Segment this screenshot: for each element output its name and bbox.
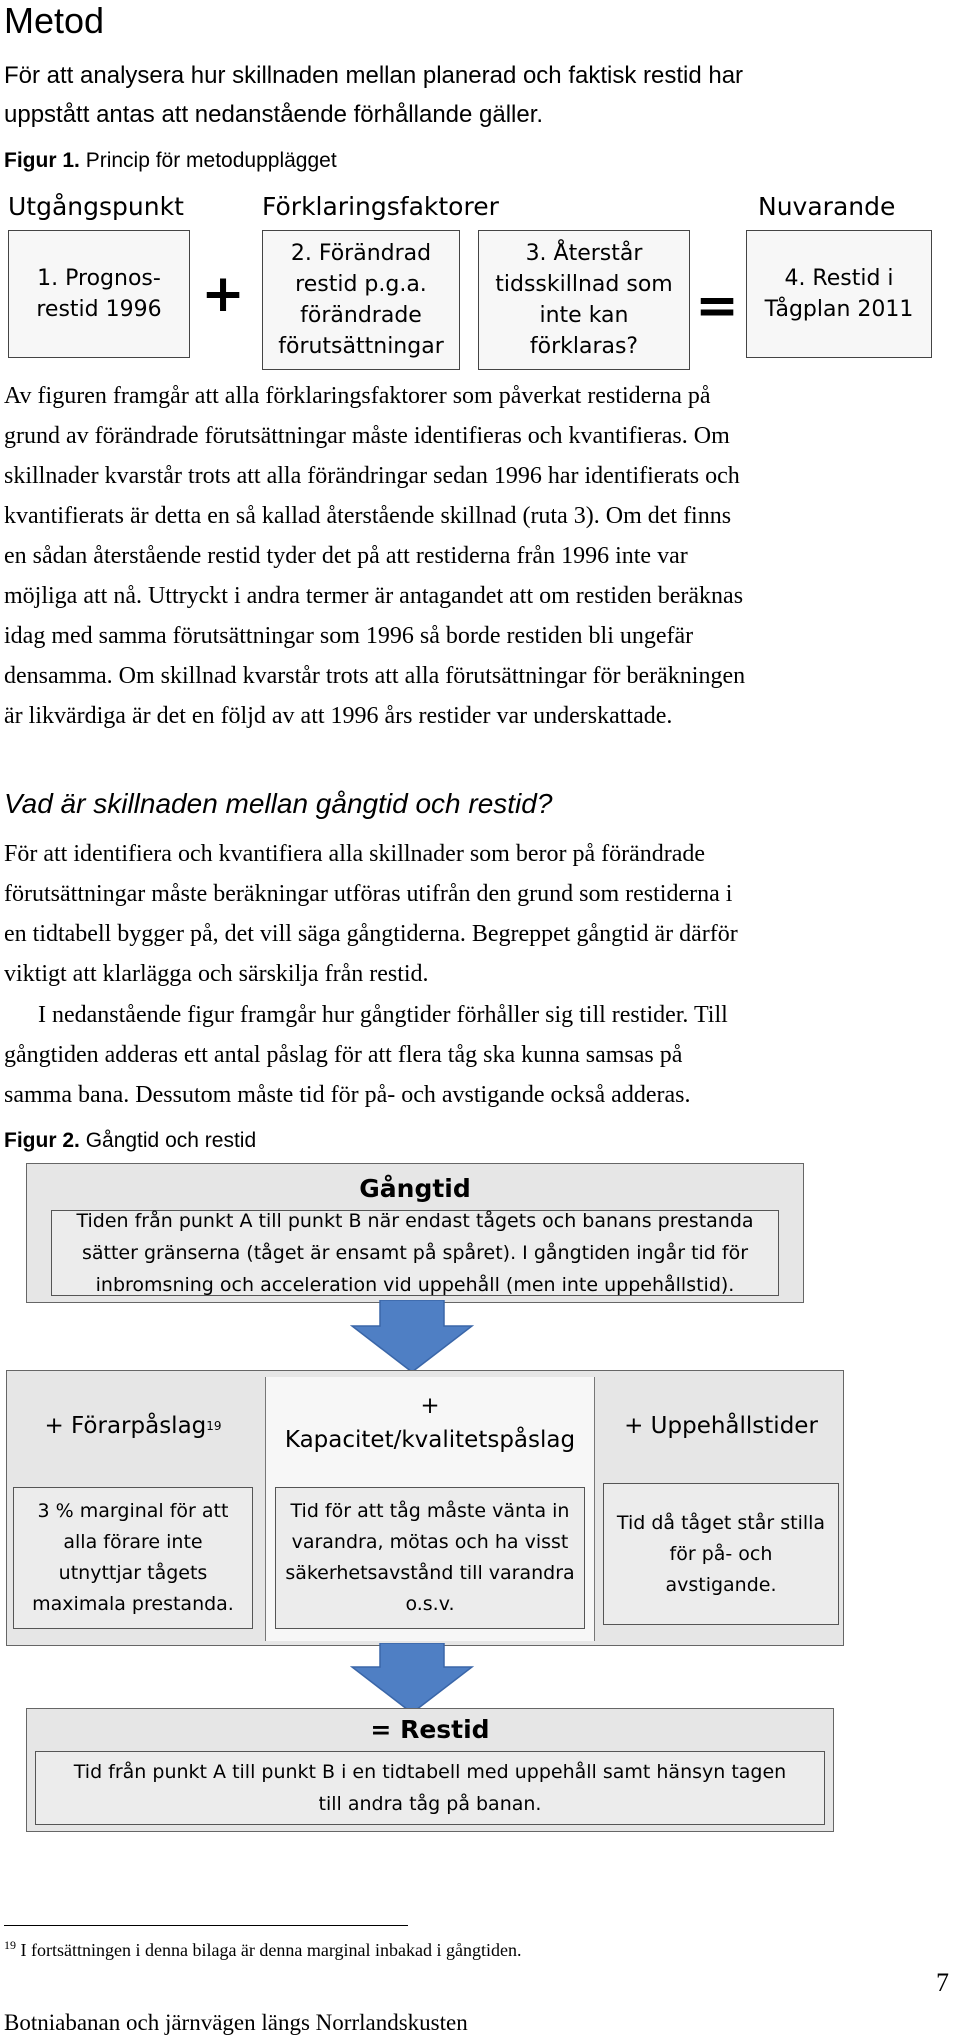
plus-operator: + [201,264,245,324]
figure1-box-remaining: 3. Återstår tidsskillnad som inte kan förklaras? [478,230,690,370]
surcharges-panel [6,1370,844,1646]
text-line: viktigt att klarlägga och särskilja från restid. [4,961,429,987]
equals-operator: = [695,276,739,336]
body-paragraph-2 [4,376,745,736]
text-line: gångtiden adderas ett antal påslag för att flera tåg ska kunna samsas på [4,1042,683,1068]
text-line: möjliga att nå. Uttryckt i andra termer är antagandet att om restiden beräknas [4,583,744,609]
text-line: o.s.v. [405,1593,455,1615]
text-line: sätter gränserna (tåget är ensamt på spåret). I gångtiden ingår tid för [81,1242,749,1264]
footnote [4,1938,522,1961]
body-paragraph-3 [4,834,738,994]
driver-surcharge-description [13,1487,253,1629]
figure1-label: Figur 1. [4,149,80,172]
text-line: till andra tåg på banan. [318,1793,542,1815]
text-line: Tid då tåget står stilla [616,1511,826,1534]
body-paragraph-4 [4,995,728,1115]
figure1-caption-text: Princip för metodupplägget [85,149,337,172]
text-line: en tidtabell bygger på, det vill säga gångtiderna. Begreppet gångtid är därför [4,921,738,947]
figure1-box-current: 4. Restid i Tågplan 2011 [746,230,932,358]
figure2-caption [4,1129,256,1153]
capacity-surcharge-description [275,1487,585,1629]
text-line: utnyttjar tågets [58,1562,208,1584]
intro-paragraph [4,56,743,134]
page-footer: Botniabanan och järnvägen längs Norrlandskusten [4,2010,468,2035]
text-line: densamma. Om skillnad kvarstår trots att alla förutsättningar för beräkningen [4,663,746,689]
arrow-shape [352,1300,472,1372]
footnote-number: 19 [4,1938,16,1952]
figure1-header-factors: Förklaringsfaktorer [262,192,499,221]
text-line: inbromsning och acceleration vid uppehåll (men inte uppehållstid). [95,1274,735,1296]
figure1-caption [4,149,337,173]
text-line: förutsättningar måste beräkningar utföras utifrån den grund som restiderna i [4,881,733,907]
text-line: I nedanstående figur framgår hur gångtider förhåller sig till restider. Till [38,1002,728,1028]
dwell-time-title: + Uppehållstider [624,1413,818,1439]
text-line: samma bana. Dessutom måste tid för på- och avstigande också adderas. [4,1082,691,1108]
text-line: För att analysera hur skillnaden mellan planerad och faktisk restid har [4,62,744,89]
figure1-box-forecast: 1. Prognos- restid 1996 [8,230,190,358]
footnote-text: I fortsättningen i denna bilaga är denna marginal inbakad i gångtiden. [20,1940,522,1960]
footnote-ref: 19 [206,1419,222,1433]
text-line: säkerhetsavstånd till varandra [285,1562,575,1584]
text-line: grund av förändrade förutsättningar måste identifieras och kvantifieras. Om [4,423,730,449]
restid-title: = Restid [370,1715,490,1744]
restid-panel [26,1708,834,1832]
capacity-surcharge-label: Kapacitet/kvalitetspåslag [284,1427,576,1453]
text-line: uppstått antas att nedanstående förhållande gäller. [4,101,544,128]
text-line: För att identifiera och kvantifiera alla skillnader som beror på förändrade [4,841,706,867]
down-arrow-icon [350,1643,474,1715]
text-line: Tid för att tåg måste vänta in [290,1500,570,1522]
driver-surcharge-label: + Förarpåslag [44,1413,207,1439]
restid-description [35,1751,825,1825]
dwell-time-description [603,1483,839,1625]
figure2-label: Figur 2. [4,1129,80,1152]
text-line: för på- och [669,1542,773,1565]
text-line: 3 % marginal för att [37,1500,229,1522]
capacity-surcharge-title [265,1381,595,1465]
plus-sign: + [420,1393,440,1419]
gangtid-description [51,1210,779,1296]
text-line: är likvärdiga är det en följd av att 1996 års restider var underskattade. [4,703,673,729]
text-line: Av figuren framgår att alla förklaringsfaktorer som påverkat restiderna på [4,383,711,409]
text-line: idag med samma förutsättningar som 1996 så borde restiden bli ungefär [4,623,694,649]
footnote-separator [4,1925,408,1926]
figure1-box-changed: 2. Förändrad restid p.g.a. förändrade förutsättningar [262,230,460,370]
text-line: skillnader kvarstår trots att alla förändringar sedan 1996 har identifierats och [4,463,740,489]
text-line: kvantifierats är detta en så kallad återstående skillnad (ruta 3). Om det finns [4,503,732,529]
text-line: varandra, mötas och ha visst [291,1531,569,1553]
gangtid-title: Gångtid [359,1174,471,1203]
arrow-shape [352,1643,472,1713]
text-line: alla förare inte [63,1531,203,1553]
figure2-caption-text: Gångtid och restid [85,1129,257,1152]
text-line: Tiden från punkt A till punkt B när endast tågets och banans prestanda [76,1210,754,1232]
page-number: 7 [936,1968,949,1997]
down-arrow-icon [350,1300,474,1374]
figure1-header-start: Utgångspunkt [8,192,184,221]
page-heading: Metod [4,0,105,41]
driver-surcharge-title [13,1391,253,1461]
figure1-header-current: Nuvarande [758,192,896,221]
text-line: avstigande. [665,1573,777,1596]
subheading: Vad är skillnaden mellan gångtid och restid? [4,788,553,819]
text-line: maximala prestanda. [32,1593,234,1615]
gangtid-panel [26,1163,804,1303]
text-line: Tid från punkt A till punkt B i en tidtabell med uppehåll samt hänsyn tagen [73,1761,787,1783]
text-line: en sådan återstående restid tyder det på att restiderna från 1996 inte var [4,543,688,569]
